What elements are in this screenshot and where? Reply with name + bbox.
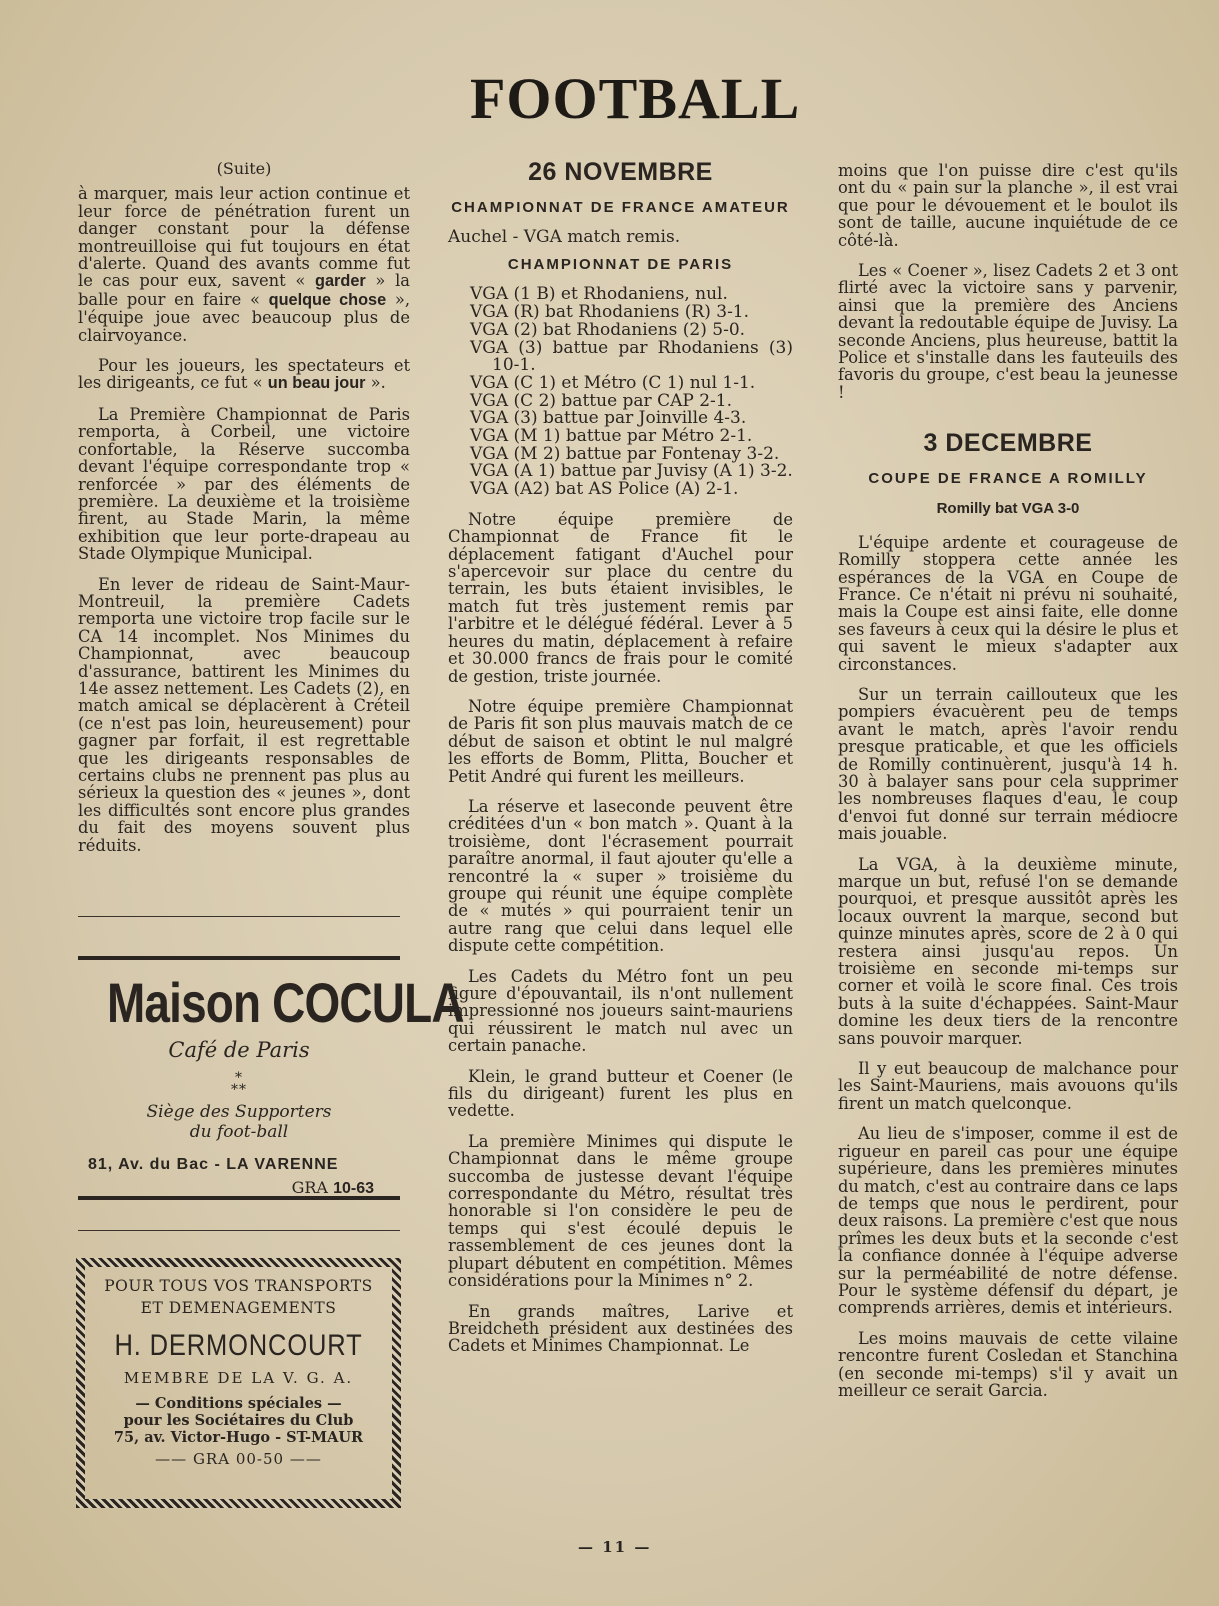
paragraph: La première Minimes qui dispute le Championnat dans le même groupe succomba de justesse devant l'équipe correspondante du Métro, résultat très honorable si l'on considère le peu de temps qui s'est écoulé depuis le rassemblement de ces jeunes dont la plupart débutent en compétition. Mêmes considérations pour la Minimes n° 2. — [448, 1131, 793, 1291]
paragraph: Auchel - VGA match remis. — [448, 227, 681, 247]
paragraph: Il y eut beaucoup de malchance pour les Saint-Mauriens, mais avouons qu'ils firent un match quelconque. — [838, 1059, 1178, 1113]
suite-label: (Suite) — [216, 159, 272, 178]
results-list — [448, 286, 793, 498]
result-item: VGA (3) battue par Joinville 4-3. — [470, 408, 747, 429]
advertisement-cocula — [78, 956, 464, 1200]
paragraph: En lever de rideau de Saint-Maur-Montreuil, la première Cadets remporta une victoire trop facile sur le CA 14 incomplet. Nos Minimes du Championnat, avec beaucoup d'assurance, battirent les Minimes du 14e assez nettement. Les Cadets (2), en match amical se déplacèrent à Créteil (ce n'est pas loin, heureusement) pour gagner par forfait, il est regrettable que les dirigeants responsables de certains clubs ne prennent pas plus au sérieux la question des « jeunes », dont les difficultés sont encore plus grandes du fait des moyens souvent plus réduits. — [78, 574, 410, 855]
ad-membership: MEMBRE DE LA V. G. A. — [123, 1369, 354, 1387]
column-right — [838, 162, 1178, 1412]
paragraph: moins que l'on puisse dire c'est qu'ils ont du « pain sur la planche », il est vrai que pour le dévouement et le boulot ils sont de taille, aucune inquiétude de ce côté-là. — [838, 161, 1178, 250]
result-item: VGA (1 B) et Rhodaniens, nul. — [470, 284, 728, 305]
ad-conditions: — Conditions spéciales — — [135, 1395, 342, 1412]
paragraph: Notre équipe première Championnat de Paris fit son plus mauvais match de ce début de saison et obtint le nul malgré les efforts de Bomm, Plitta, Boucher et Petit André qui furent les meilleurs. — [448, 696, 793, 786]
result-item: VGA (2) bat Rhodaniens (2) 5-0. — [470, 319, 746, 340]
ad-phone: GRA 10-63 — [291, 1178, 374, 1197]
bold-text: un beau jour — [267, 374, 366, 393]
page-number: — 11 — — [578, 1538, 652, 1556]
result-item: VGA (M 1) battue par Métro 2-1. — [470, 426, 753, 447]
ad-tagline-2: du foot-ball — [189, 1122, 289, 1142]
paragraph: Sur un terrain caillouteux que les pompiers évacuèrent peu de temps avant le match, après l'avoir rendu presque praticable, et que les officiels de Romilly continuèrent, jusqu'à 14 h. 30 à balayer sans pour cela supprimer les nombreuses flaques d'eau, le coup d'envoi fut donné sur terrain médiocre mais jouable. — [838, 684, 1178, 844]
result-item: VGA (3) battue par Rhodaniens (3) 10-1. — [470, 337, 793, 376]
ad-line: POUR TOUS VOS TRANSPORTS — [104, 1277, 373, 1295]
ad-address: 75, av. Victor-Hugo - ST-MAUR — [113, 1429, 364, 1446]
paragraph: La VGA, à la deuxième minute, marque un but, refusé l'on se demande pourquoi, et presque aussitôt après les locaux ouvrent la marque, second but quinze minutes après, score de 2 à 0 qui restera ainsi jusqu'au repos. Un troisième en seconde mi-temps sur corner et voilà le score final. Ces trois buts à la suite d'échappées. Saint-Maur domine les deux tiers de la rencontre sans pouvoir marquer. — [838, 854, 1178, 1048]
advertisement-dermoncourt — [76, 1258, 401, 1508]
section-heading: CHAMPIONNAT DE FRANCE AMATEUR — [451, 199, 790, 216]
section-heading: CHAMPIONNAT DE PARIS — [507, 256, 734, 274]
paragraph: Au lieu de s'imposer, comme il est de rigueur en pareil cas pour une équipe supérieure, dans les premières minutes du match, c'est au contraire dans ce laps de temps que nous le perdirent, pour deux raisons. La première c'est que nous prîmes les deux buts et la seconde c'est la confiance donnée à l'équipe adverse sur la perméabilité de notre défense. Pour le système défensif du départ, je comprends arrières, demis et intérieurs. — [838, 1124, 1178, 1318]
ad-tagline-1: Siège des Supporters — [146, 1102, 332, 1122]
page-title: FOOTBALL — [470, 66, 801, 131]
ad-conditions: pour les Sociétaires du Club — [123, 1412, 354, 1429]
result-item: VGA (C 2) battue par CAP 2-1. — [470, 390, 732, 411]
ad-address: 81, Av. du Bac - LA VARENNE — [88, 1156, 339, 1173]
result-item: VGA (R) bat Rhodaniens (R) 3-1. — [470, 302, 750, 323]
paragraph: Les Cadets du Métro font un peu figure d'épouvantail, ils n'ont nullement impressionné nos joueurs saint-mauriens qui réussirent le match nul avec un certain panache. — [448, 966, 793, 1056]
ad-business-name: H. DERMONCOURT — [114, 1329, 363, 1362]
section-heading: COUPE DE FRANCE A ROMILLY — [868, 470, 1148, 488]
match-result-heading: Romilly bat VGA 3-0 — [936, 500, 1080, 518]
divider — [78, 1230, 400, 1231]
ad-subtitle: Café de Paris — [168, 1038, 310, 1062]
stars-ornament: * ** — [231, 1070, 247, 1098]
ad-business-name: Maison COCULA — [106, 971, 464, 1034]
divider — [78, 916, 400, 917]
paragraph: Les « Coener », lisez Cadets 2 et 3 ont flirté avec la victoire sans y parvenir, ainsi que la première des Anciens devant la redoutable équipe de Juvisy. La seconde Anciens, plus heureuse, battit la Police et s'installe dans les fauteuils des favoris du groupe, c'est beau la jeunesse ! — [838, 261, 1178, 402]
section-date: 26 NOVEMBRE — [528, 158, 713, 186]
section-date: 3 DECEMBRE — [923, 429, 1093, 458]
paragraph: En grands maîtres, Larive et Breidcheth président aux destinées des Cadets et Minimes Championnat. Le — [448, 1301, 793, 1356]
paragraph: Notre équipe première de Championnat de France fit le déplacement fatigant d'Auchel pour s'apercevoir sur place du centre du terrain, les buts étaient invisibles, le match fut très justement remis par l'arbitre et le délégué fédéral. Lever à 5 heures du matin, déplacement à refaire et 30.000 francs de frais pour le comité de gestion, triste journée. — [448, 509, 793, 686]
paragraph: Les moins mauvais de cette vilaine rencontre furent Cosledan et Stanchina (en seconde mi-temps) s'il y avait un meilleur ce serait Garcia. — [838, 1328, 1178, 1400]
paragraph: La réserve et laseconde peuvent être créditées d'un « bon match ». Quant à la troisième, dont l'écrasement pourrait paraître anormal, il faut ajouter qu'elle a rencontré la « super » troisième du groupe qui réunit une équipe complète de « mutés » qui pourraient tenir un autre rang que celui dans lequel elle dispute cette compétition. — [448, 796, 793, 956]
column-middle — [448, 160, 793, 1368]
paragraph: Pour les joueurs, les spectateurs et les dirigeants, ce fut « un beau jour ». — [78, 356, 410, 393]
bold-text: garder — [315, 272, 366, 291]
ad-line: ET DEMENAGEMENTS — [140, 1299, 337, 1317]
ad-phone: —— GRA 00-50 —— — [155, 1450, 322, 1468]
result-item: VGA (M 2) battue par Fontenay 3-2. — [470, 443, 780, 464]
result-item: VGA (A 1) battue par Juvisy (A 1) 3-2. — [470, 461, 793, 482]
paragraph: Klein, le grand butteur et Coener (le fils du dirigeant) furent les plus en vedette. — [448, 1066, 793, 1121]
result-item: VGA (C 1) et Métro (C 1) nul 1-1. — [470, 372, 756, 393]
result-item: VGA (A2) bat AS Police (A) 2-1. — [470, 479, 739, 500]
paragraph: L'équipe ardente et courageuse de Romilly stoppera cette année les espérances de la VGA en Coupe de France. Ce n'était ni prévu ni souhaité, mais la Coupe est ainsi faite, elle donne ses faveurs à ceux qui la désire le plus et qui savent le mieux s'adapter aux circonstances. — [838, 532, 1178, 674]
paragraph: à marquer, mais leur action continue et leur force de pénétration furent un danger constant pour la défense montreuilloise qui fut toujours en état d'alerte. Quand des avants comme fut le cas pour eux, savent « garder » la balle pour en faire « quelque chose », l'équipe joue avec beaucoup plus de clairvoyance. — [78, 184, 410, 345]
column-left — [78, 160, 410, 867]
paragraph: La Première Championnat de Paris remporta, à Corbeil, une victoire confortable, la Réserve succomba devant l'équipe correspondante trop « renforcée » par des éléments de première. La deuxième et la troisième firent, au Stade Marin, la même exhibition que leur porte-drapeau au Stade Olympique Municipal. — [78, 404, 410, 564]
bold-text: quelque chose — [268, 290, 387, 309]
